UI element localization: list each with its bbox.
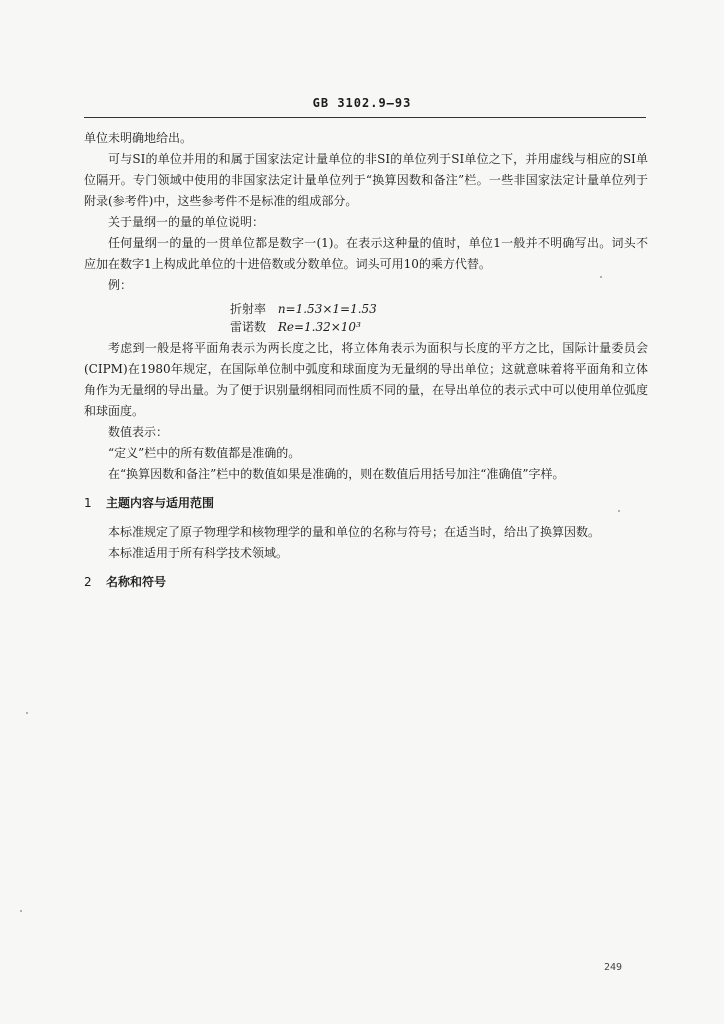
example-1-formula: n=1.53×1=1.53 xyxy=(277,302,377,316)
section-1-title: 主题内容与适用范围 xyxy=(106,496,215,510)
paragraph-units-coexist: 可与SI的单位并用的和属于国家法定计量单位的非SI的单位列于SI单位之下，并用虚线与相应的SI单位隔开。专门领域中使用的非国家法定计量单位列于“换算因数和备注”栏。一些非国家法定计量单位列于附录(参考件)中，这些参考件不是标准的组成部分。 xyxy=(84,152,648,208)
scan-speck xyxy=(20,910,22,912)
section-1-number: 1 xyxy=(84,496,92,510)
example-reynolds-number xyxy=(84,318,648,336)
scan-speck xyxy=(26,712,28,714)
example-1-label: 折射率 xyxy=(230,302,267,316)
paragraph-definition-exact: “定义”栏中的所有数值都是准确的。 xyxy=(108,446,301,460)
paragraph-conversion-exact: 在“换算因数和备注”栏中的数值如果是准确的，则在数值后用括号加注“准确值”字样。 xyxy=(108,467,565,481)
paragraph-plane-angle: 考虑到一般是将平面角表示为两长度之比，将立体角表示为面积与长度的平方之比，国际计量委员会(CIPM)在1980年规定，在国际单位制中弧度和球面度为无量纲的导出单位；这就意味着将平面角和立体角作为无量纲的导出量。为了便于识别量纲相同而性质不同的量，在导出单位的表示式中可以使用单位弧度和球面度。 xyxy=(84,341,649,418)
section-1-applicability: 本标准适用于所有科学技术领域。 xyxy=(108,546,289,560)
paragraph-dimensionless-intro: 关于量纲一的量的单位说明： xyxy=(108,215,265,229)
paragraph-dimensionless-rule: 任何量纲一的量的一贯单位都是数字一(1)。在表示这种量的值时，单位1一般并不明确写出。词头不应加在数字1上构成此单位的十进倍数或分数单位。词头可用10的乘方代替。 xyxy=(84,236,648,271)
scan-speck xyxy=(618,510,620,512)
section-2-number: 2 xyxy=(84,575,92,589)
body-content xyxy=(84,128,648,593)
paragraph-numeric-values: 数值表示： xyxy=(108,425,169,439)
scan-speck xyxy=(600,276,602,278)
section-2-title: 名称和符号 xyxy=(106,575,167,589)
standard-code-header: GB 3102.9—93 xyxy=(312,96,412,110)
section-2-heading xyxy=(84,572,648,593)
example-refractive-index xyxy=(84,300,648,318)
example-2-label: 雷诺数 xyxy=(230,320,267,334)
page-number: 249 xyxy=(604,962,623,973)
section-1-heading xyxy=(84,493,648,514)
section-1-scope: 本标准规定了原子物理学和核物理学的量和单位的名称与符号；在适当时，给出了换算因数。 xyxy=(108,525,601,539)
header-rule xyxy=(84,117,646,118)
paragraph-example-label: 例： xyxy=(108,278,133,292)
paragraph-continuation: 单位未明确地给出。 xyxy=(84,131,193,145)
example-2-formula: Re=1.32×10³ xyxy=(277,320,361,334)
